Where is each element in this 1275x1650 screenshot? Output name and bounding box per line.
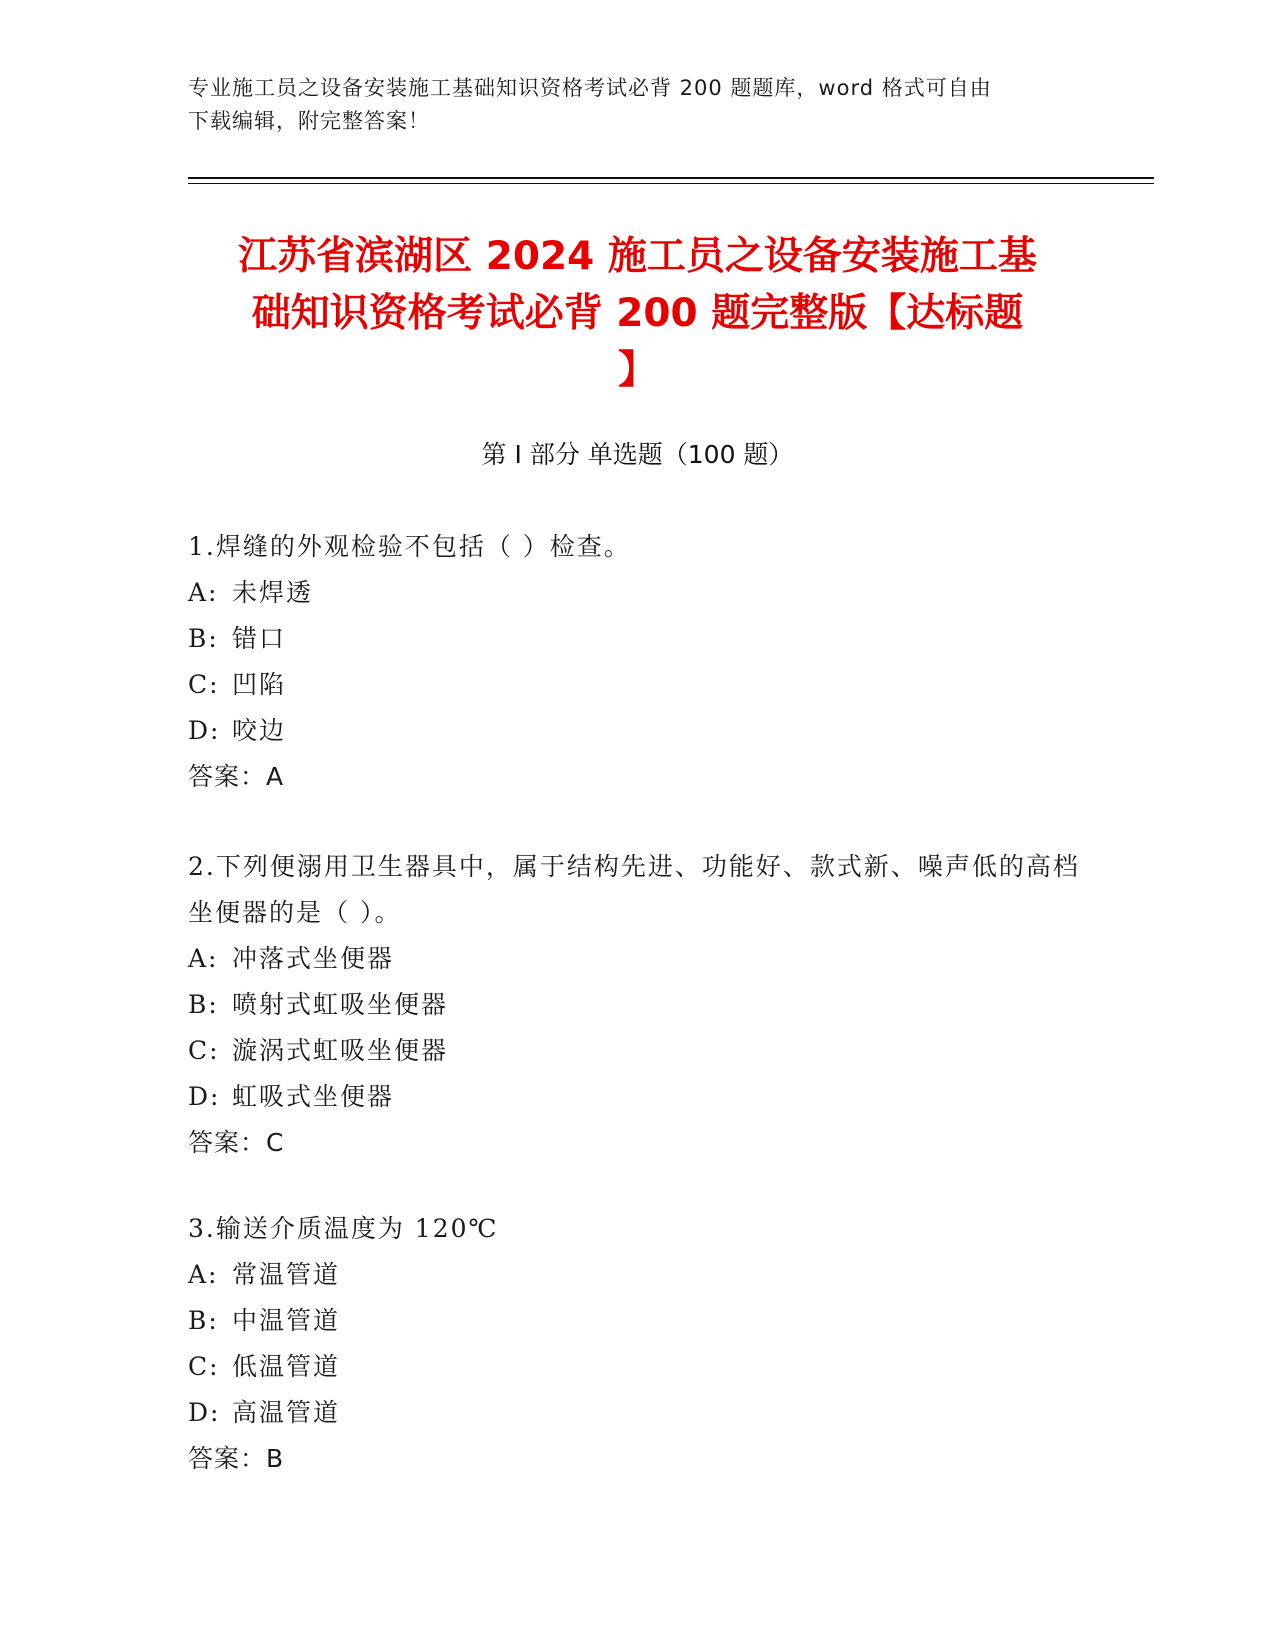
option-letter: A: — [188, 578, 219, 607]
option-letter: D: — [188, 1082, 221, 1111]
option-letter: C: — [188, 670, 220, 699]
option-text: 错口 — [232, 624, 287, 653]
option-text: 常温管道 — [232, 1260, 341, 1289]
option-c — [188, 1028, 1088, 1074]
option-d — [188, 1074, 1088, 1120]
option-b — [188, 616, 1088, 662]
question-stem: 3.输送介质温度为 120℃ — [188, 1214, 499, 1243]
option-letter: B: — [188, 624, 219, 653]
title-line-2: 础知识资格考试必背 200 题完整版【达标题 — [251, 291, 1024, 336]
option-b — [188, 982, 1088, 1028]
option-text: 冲落式坐便器 — [232, 944, 395, 973]
option-text: 咬边 — [232, 716, 287, 745]
option-letter: B: — [188, 1306, 219, 1335]
option-c — [188, 1344, 1088, 1390]
question-stem: 1.焊缝的外观检验不包括（ ）检查。 — [188, 532, 631, 561]
question-3 — [188, 1206, 1088, 1482]
section-heading: 第 I 部分 单选题（100 题） — [481, 440, 794, 469]
option-text: 虹吸式坐便器 — [232, 1082, 395, 1111]
header-rule-thin — [188, 183, 1154, 184]
option-b — [188, 1298, 1088, 1344]
option-d — [188, 708, 1088, 754]
header-rule-thick — [188, 177, 1154, 179]
option-letter: D: — [188, 716, 221, 745]
option-d — [188, 1390, 1088, 1436]
question-stem: 2.下列便溺用卫生器具中，属于结构先进、功能好、款式新、噪声低的高档坐便器的是（ ）。 — [188, 852, 1080, 927]
option-letter: C: — [188, 1352, 220, 1381]
option-text: 未焊透 — [232, 578, 314, 607]
question-2 — [188, 844, 1088, 1166]
option-a — [188, 936, 1088, 982]
document-title — [150, 228, 1125, 399]
option-a — [188, 570, 1088, 616]
option-text: 漩涡式虹吸坐便器 — [232, 1036, 449, 1065]
option-text: 凹陷 — [232, 670, 287, 699]
option-letter: D: — [188, 1398, 221, 1427]
option-c — [188, 662, 1088, 708]
option-a — [188, 1252, 1088, 1298]
option-text: 低温管道 — [232, 1352, 341, 1381]
intro-line-2: 下载编辑，附完整答案！ — [188, 109, 430, 133]
document-intro — [188, 72, 1088, 138]
option-text: 中温管道 — [232, 1306, 341, 1335]
option-letter: A: — [188, 944, 219, 973]
intro-line-1: 专业施工员之设备安装施工基础知识资格考试必背 200 题题库，word 格式可自由 — [188, 76, 992, 100]
option-letter: A: — [188, 1260, 219, 1289]
answer-line: 答案：A — [188, 762, 285, 791]
option-text: 喷射式虹吸坐便器 — [232, 990, 449, 1019]
title-line-3: 】 — [617, 348, 657, 393]
question-1 — [188, 524, 1088, 800]
option-letter: B: — [188, 990, 219, 1019]
option-text: 高温管道 — [232, 1398, 341, 1427]
option-letter: C: — [188, 1036, 220, 1065]
title-line-1: 江苏省滨湖区 2024 施工员之设备安装施工基 — [238, 234, 1037, 279]
answer-line: 答案：C — [188, 1128, 285, 1157]
answer-line: 答案：B — [188, 1444, 285, 1473]
